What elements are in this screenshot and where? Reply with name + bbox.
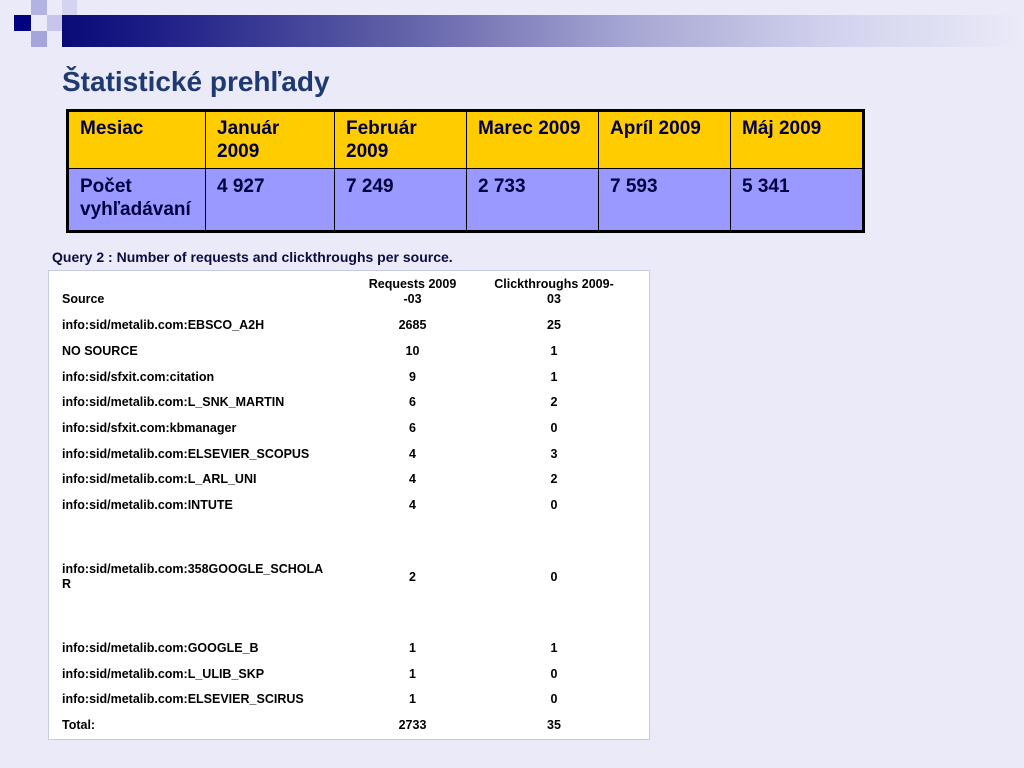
column-header-clickthroughs bbox=[480, 276, 628, 313]
table-row bbox=[62, 467, 628, 493]
source-cell bbox=[62, 339, 345, 365]
month-header-cell: Apríl 2009 bbox=[599, 111, 731, 169]
total-clickthroughs-cell: 35 bbox=[547, 717, 561, 732]
month-header-cell: Február 2009 bbox=[335, 111, 467, 169]
decorative-square bbox=[31, 0, 47, 15]
source-text: info:sid/metalib.com:ELSEVIER_SCOPUS bbox=[62, 446, 310, 461]
source-text: info:sid/metalib.com:ELSEVIER_SCIRUS bbox=[62, 692, 304, 707]
decorative-square bbox=[14, 15, 31, 31]
table-row bbox=[62, 441, 628, 467]
source-cell bbox=[62, 416, 345, 442]
source-cell bbox=[62, 687, 345, 713]
slide-title: Štatistické prehľady bbox=[62, 66, 330, 97]
search-count-row bbox=[68, 169, 864, 232]
table-row bbox=[62, 313, 628, 339]
clickthroughs-cell: 0 bbox=[550, 498, 558, 513]
table-row bbox=[62, 661, 628, 687]
source-cell bbox=[62, 364, 345, 390]
requests-cell: 9 bbox=[409, 369, 416, 384]
clickthroughs-cell: 2 bbox=[550, 472, 558, 487]
source-cell bbox=[62, 493, 345, 519]
month-header-cell: Máj 2009 bbox=[731, 111, 864, 169]
source-cell bbox=[62, 441, 345, 467]
query-report-panel bbox=[48, 270, 650, 740]
source-text: info:sid/metalib.com:EBSCO_A2H bbox=[62, 318, 265, 333]
column-header-label: Source bbox=[62, 292, 105, 306]
requests-cell: 1 bbox=[409, 640, 416, 655]
total-label: Total: bbox=[62, 717, 96, 732]
search-count-cell: 4 927 bbox=[206, 169, 335, 232]
total-requests-cell: 2733 bbox=[398, 717, 427, 732]
table-row bbox=[62, 416, 628, 442]
requests-cell: 6 bbox=[409, 395, 416, 410]
table-row bbox=[62, 636, 628, 662]
column-header-source bbox=[62, 276, 345, 313]
query-report-table bbox=[62, 276, 628, 738]
search-count-label-cell: Počet vyhľadávaní bbox=[68, 169, 206, 232]
monthly-search-table bbox=[66, 109, 865, 233]
requests-cell: 10 bbox=[405, 344, 420, 359]
clickthroughs-cell: 1 bbox=[550, 640, 558, 655]
source-cell bbox=[62, 390, 345, 416]
decorative-square bbox=[31, 31, 47, 47]
requests-cell: 4 bbox=[409, 446, 416, 461]
search-count-cell: 7 593 bbox=[599, 169, 731, 232]
requests-cell: 4 bbox=[409, 472, 416, 487]
source-cell bbox=[62, 467, 345, 493]
requests-cell: 4 bbox=[409, 498, 416, 513]
source-text: info:sid/metalib.com:L_ULIB_SKP bbox=[62, 666, 265, 681]
search-count-cell: 2 733 bbox=[467, 169, 599, 232]
clickthroughs-cell: 0 bbox=[550, 666, 558, 681]
clickthroughs-cell: 0 bbox=[550, 569, 558, 584]
requests-cell: 2685 bbox=[398, 318, 427, 333]
clickthroughs-cell: 3 bbox=[550, 446, 558, 461]
clickthroughs-cell: 0 bbox=[550, 421, 558, 436]
table-row bbox=[62, 390, 628, 416]
search-count-cell: 7 249 bbox=[335, 169, 467, 232]
clickthroughs-cell: 25 bbox=[547, 318, 561, 333]
source-text: info:sid/metalib.com:GOOGLE_B bbox=[62, 640, 259, 655]
source-text: info:sid/metalib.com:L_ARL_UNI bbox=[62, 472, 257, 487]
column-header-label: Clickthroughs 2009-03 bbox=[494, 277, 614, 306]
source-cell bbox=[62, 519, 345, 636]
source-cell bbox=[62, 661, 345, 687]
clickthroughs-cell: 0 bbox=[550, 692, 558, 707]
table-row bbox=[62, 493, 628, 519]
clickthroughs-cell: 2 bbox=[550, 395, 558, 410]
table-row bbox=[62, 339, 628, 365]
requests-cell: 1 bbox=[409, 666, 416, 681]
source-cell bbox=[62, 636, 345, 662]
source-text: info:sid/metalib.com:L_SNK_MARTIN bbox=[62, 395, 285, 410]
source-text: info:sid/metalib.com:358GOOGLE_SCHOLAR bbox=[62, 562, 324, 591]
decorative-square bbox=[47, 15, 62, 31]
column-header-requests bbox=[345, 276, 480, 313]
requests-cell: 6 bbox=[409, 421, 416, 436]
header-gradient-bar bbox=[62, 15, 1024, 47]
column-header-label: Requests 2009-03 bbox=[368, 277, 457, 306]
total-row bbox=[62, 713, 628, 739]
query-caption: Query 2 : Number of requests and clickthroughs per source. bbox=[52, 249, 453, 265]
search-count-cell: 5 341 bbox=[731, 169, 864, 232]
clickthroughs-cell: 1 bbox=[550, 344, 558, 359]
total-label-cell bbox=[62, 713, 345, 739]
requests-cell: 2 bbox=[409, 569, 416, 584]
decorative-square bbox=[62, 0, 77, 15]
source-text: info:sid/sfxit.com:kbmanager bbox=[62, 421, 237, 436]
month-header-cell: Január 2009 bbox=[206, 111, 335, 169]
source-cell bbox=[62, 313, 345, 339]
requests-cell: 1 bbox=[409, 692, 416, 707]
table-row bbox=[62, 687, 628, 713]
source-text: info:sid/metalib.com:INTUTE bbox=[62, 498, 233, 513]
source-text: NO SOURCE bbox=[62, 344, 138, 359]
month-header-row bbox=[68, 111, 864, 169]
table-row bbox=[62, 519, 628, 636]
month-label-cell: Mesiac bbox=[68, 111, 206, 169]
clickthroughs-cell: 1 bbox=[550, 369, 558, 384]
table-row bbox=[62, 364, 628, 390]
report-header-row bbox=[62, 276, 628, 313]
month-header-cell: Marec 2009 bbox=[467, 111, 599, 169]
source-text: info:sid/sfxit.com:citation bbox=[62, 369, 215, 384]
